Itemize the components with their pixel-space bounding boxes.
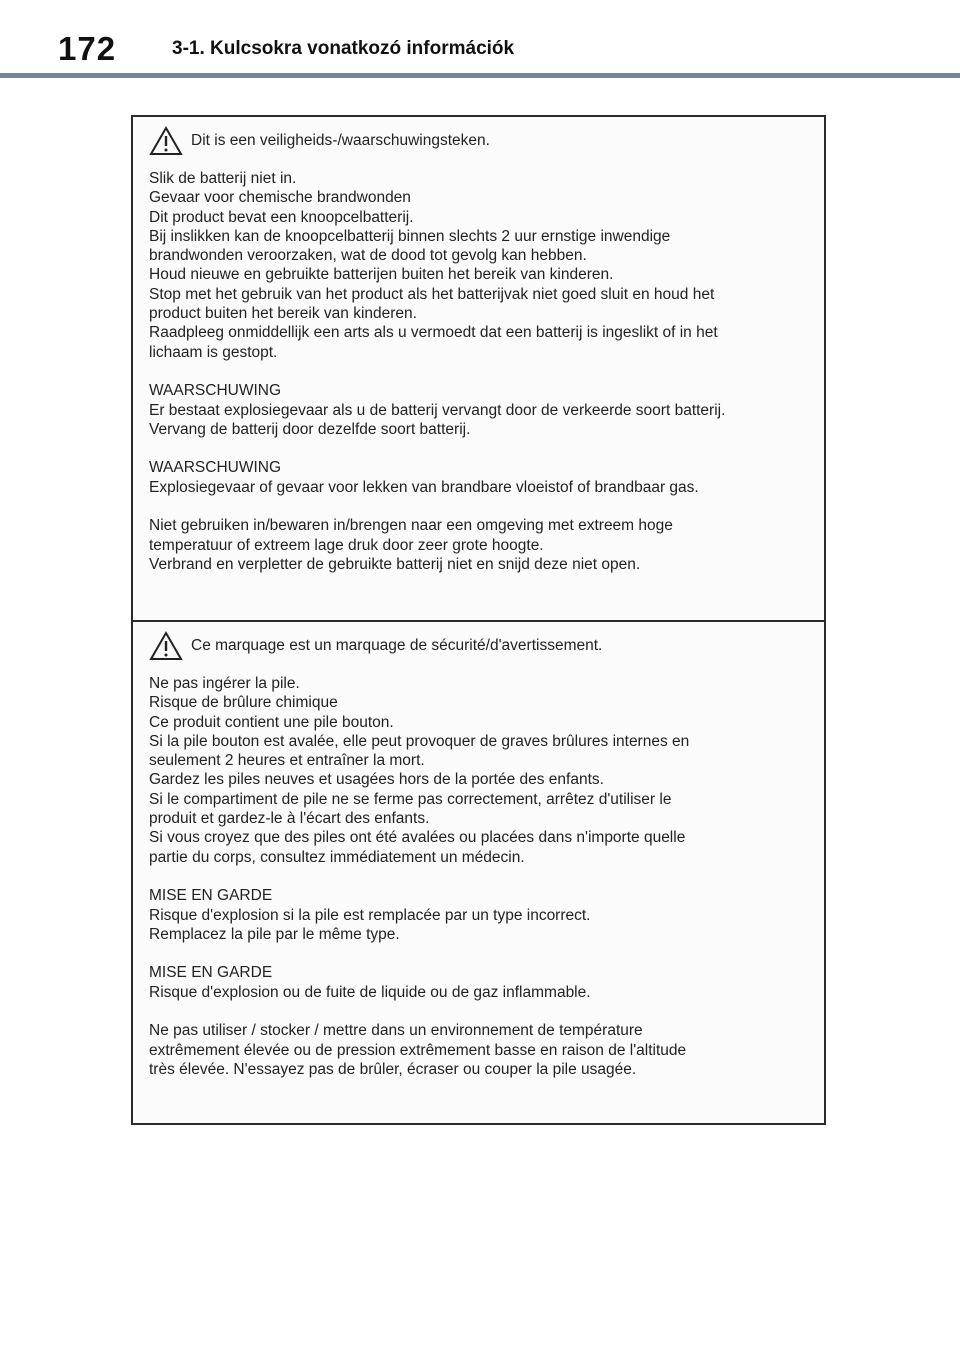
french-heading-text: Ce marquage est un marquage de sécurité/d'avertissement. (191, 637, 603, 654)
dutch-body (149, 169, 814, 574)
french-body (149, 674, 814, 1079)
french-text-line: produit et gardez-le à l'écart des enfants. (149, 810, 430, 828)
french-text-line: Si le compartiment de pile ne se ferme pas correctement, arrêtez d'utiliser le (149, 790, 672, 808)
french-text-line: Si la pile bouton est avalée, elle peut provoquer de graves brûlures internes en (149, 732, 690, 750)
dutch-text-line: Raadpleeg onmiddellijk een arts als u vermoedt dat een batterij is ingeslikt of in het (149, 324, 718, 342)
french-text-line: MISE EN GARDE (149, 964, 273, 982)
paragraph-gap (149, 867, 814, 886)
french-text-line: Si vous croyez que des piles ont été avalées ou placées dans n'importe quelle (149, 829, 686, 847)
french-text-line: MISE EN GARDE (149, 887, 273, 905)
french-text-line: Risque de brûlure chimique (149, 694, 338, 712)
warning-triangle-icon (149, 126, 183, 156)
french-text-line: très élevée. N'essayez pas de brûler, écraser ou couper la pile usagée. (149, 1060, 637, 1078)
paragraph-gap (149, 497, 814, 516)
dutch-text-line: Niet gebruiken in/bewaren in/brengen naar een omgeving met extreem hoge (149, 517, 673, 535)
french-text-line: extrêmement élevée ou de pression extrêmement basse en raison de l'altitude (149, 1041, 687, 1059)
dutch-text-line: Er bestaat explosiegevaar als u de batterij vervangt door de verkeerde soort batterij. (149, 401, 726, 419)
page-header (0, 0, 960, 78)
french-text-line: Risque d'explosion si la pile est remplacée par un type incorrect. (149, 906, 591, 924)
dutch-text-line: WAARSCHUWING (149, 382, 282, 400)
french-notice-heading (149, 630, 602, 662)
french-text-line: Ne pas ingérer la pile. (149, 675, 300, 692)
dutch-text-line: temperatuur of extreem lage druk door zeer grote hoogte. (149, 536, 544, 554)
page-number: 172 (58, 30, 117, 67)
dutch-notice-heading (149, 125, 490, 157)
dutch-text-line: Verbrand en verpletter de gebruikte batterij niet en snijd deze niet open. (149, 555, 641, 573)
french-text-line: Risque d'explosion ou de fuite de liquide ou de gaz inflammable. (149, 983, 591, 1001)
paragraph-gap (149, 944, 814, 963)
dutch-text-line: brandwonden veroorzaken, wat de dood tot gevolg kan hebben. (149, 247, 587, 265)
dutch-text-line: Gevaar voor chemische brandwonden (149, 189, 411, 207)
paragraph-gap (149, 439, 814, 458)
dutch-text-line: Bij inslikken kan de knoopcelbatterij binnen slechts 2 uur ernstige inwendige (149, 227, 671, 245)
dutch-text-line: lichaam is gestopt. (149, 343, 278, 361)
paragraph-gap (149, 362, 814, 381)
french-text-line: Ne pas utiliser / stocker / mettre dans un environnement de température (149, 1022, 643, 1040)
french-text-line: partie du corps, consultez immédiatement un médecin. (149, 848, 525, 866)
header-rule (0, 73, 960, 78)
dutch-text-line: Houd nieuwe en gebruikte batterijen buiten het bereik van kinderen. (149, 266, 614, 284)
french-warning-panel (133, 622, 824, 1123)
dutch-text-line: Slik de batterij niet in. (149, 170, 297, 187)
section-title: 3-1. Kulcsokra vonatkozó információk (172, 38, 515, 59)
dutch-text-line: Vervang de batterij door dezelfde soort batterij. (149, 420, 471, 438)
dutch-heading-text: Dit is een veiligheids-/waarschuwingsteken. (191, 132, 490, 149)
dutch-text-line: Stop met het gebruik van het product als het batterijvak niet goed sluit en houd het (149, 285, 715, 303)
dutch-warning-panel (133, 117, 824, 620)
french-text-line: seulement 2 heures et entraîner la mort. (149, 752, 425, 770)
french-text-line: Ce produit contient une pile bouton. (149, 713, 394, 731)
paragraph-gap (149, 1002, 814, 1021)
french-text-line: Gardez les piles neuves et usagées hors de la portée des enfants. (149, 771, 604, 789)
dutch-text-line: product buiten het bereik van kinderen. (149, 305, 417, 323)
dutch-text-line: Explosiegevaar of gevaar voor lekken van brandbare vloeistof of brandbaar gas. (149, 478, 699, 496)
dutch-text-line: Dit product bevat een knoopcelbatterij. (149, 208, 414, 226)
warning-triangle-icon (149, 631, 183, 661)
battery-warning-label (131, 115, 826, 1125)
dutch-text-line: WAARSCHUWING (149, 459, 282, 477)
french-text-line: Remplacez la pile par le même type. (149, 925, 400, 943)
